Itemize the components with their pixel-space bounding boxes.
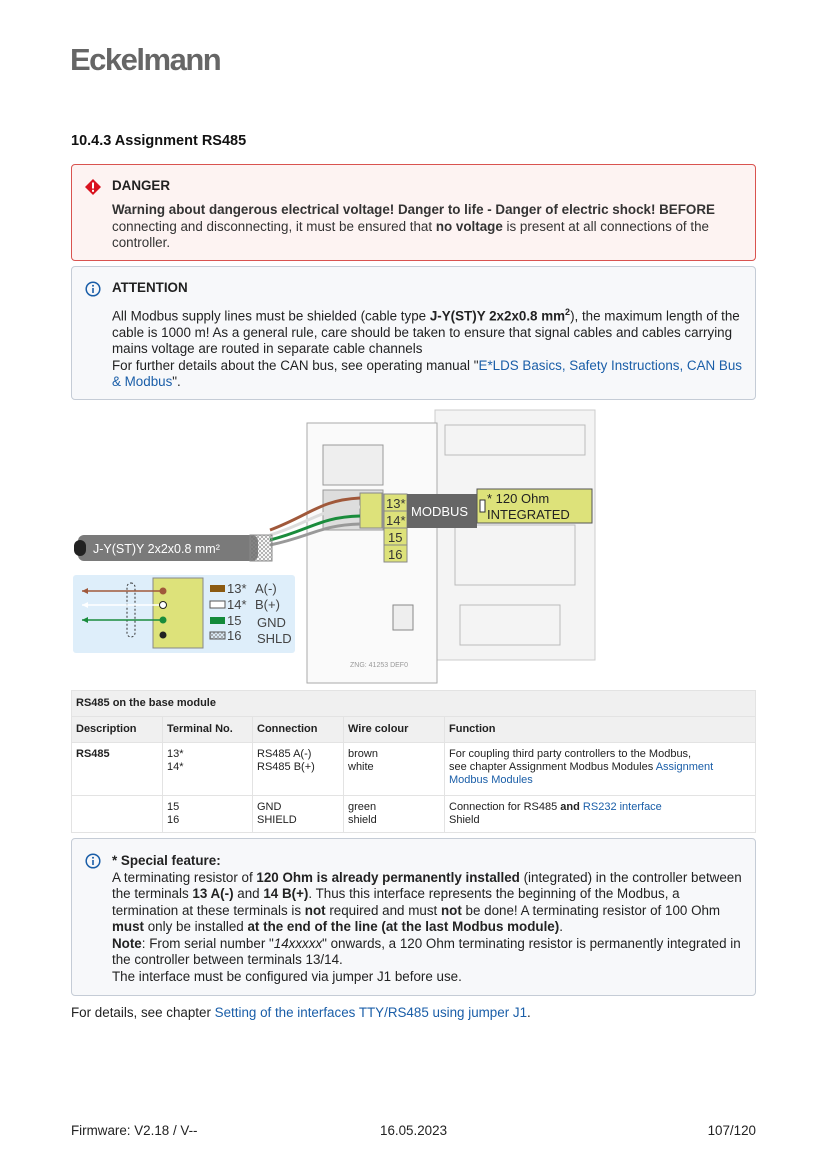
b: not [440, 902, 462, 918]
cable-type: J-Y(ST)Y 2x2x0.8 mm [429, 308, 566, 324]
attention-text2: ), the maximum length of the cable is 1000 m! As a general rule, care should be taken to ensure that signal cables and cables carrying mains voltage are routed in separate cable channels [112, 308, 740, 357]
warning-diamond-icon [85, 179, 101, 195]
cell: 16 [167, 814, 180, 826]
footer-date: 16.05.2023 [380, 1123, 448, 1138]
section-heading: 10.4.3 Assignment RS485 [71, 133, 247, 149]
modbus-label: MODBUS [411, 504, 469, 519]
cell: RS485 B(+) [257, 761, 315, 773]
cell: SHIELD [257, 814, 297, 826]
cell-bold: and [560, 801, 580, 813]
legend-signal: GND [257, 615, 286, 630]
t: . Thus this interface represents the beginning of the Modbus, a termination at these terminals is [112, 886, 680, 918]
t: . [559, 919, 563, 934]
table-row [72, 796, 756, 833]
danger-notice [71, 164, 756, 261]
rs485-wiring-figure [70, 405, 610, 690]
table-row [72, 743, 756, 796]
assignment-modbus-link[interactable]: Assignment Modbus Modules [449, 761, 714, 786]
attention-text4: ". [172, 374, 181, 390]
t: and [233, 886, 264, 901]
t: : From serial number " [141, 935, 274, 951]
cell: 13* [167, 748, 184, 760]
cell: white [348, 761, 374, 773]
danger-bold2: no voltage [435, 218, 503, 234]
danger-text: connecting and disconnecting, it must be ensured that [112, 218, 436, 234]
t: " onwards, a 120 Ohm terminating resistor is permanently integrated in the controller between terminals 13/14. [112, 935, 741, 967]
rs485-table [71, 690, 756, 833]
integrated-label: INTEGRATED [487, 507, 570, 522]
t: required and must [325, 902, 441, 918]
legend-num: 14* [227, 597, 247, 612]
col-header: Description [72, 717, 163, 743]
eckelmann-logo: Eckelmann [70, 42, 221, 77]
attention-title: ATTENTION [112, 280, 188, 295]
legend-num: 13* [227, 581, 247, 596]
legend-signal: A(-) [255, 581, 277, 596]
jumper-j1-link[interactable]: Setting of the interfaces TTY/RS485 using jumper J1 [214, 1005, 528, 1020]
b: must [112, 919, 144, 934]
info-icon [85, 853, 101, 869]
legend-signal: SHLD [257, 631, 292, 646]
note-label: Note [112, 935, 142, 951]
drawing-number: ZNG: 41253 DEF0 [350, 662, 408, 669]
cell: RS485 A(-) [257, 748, 312, 760]
cell: see chapter Assignment Modbus Modules [449, 761, 656, 773]
t: only be installed [144, 919, 248, 934]
superscript: 2 [565, 307, 571, 317]
cell: shield [348, 814, 377, 826]
terminal-14: 14* [386, 513, 406, 528]
terminal-13: 13* [386, 496, 406, 511]
legend-num: 15 [227, 613, 242, 628]
legend-signal: B(+) [255, 597, 280, 612]
serial-number: 14xxxxx [273, 935, 323, 951]
resistor-icon [480, 500, 485, 512]
cell: brown [348, 748, 378, 760]
attention-text3: For further details about the CAN bus, see operating manual " [112, 357, 479, 373]
t: be done! A terminating resistor of 100 Ohm [461, 902, 721, 918]
table-caption: RS485 on the base module [72, 691, 756, 717]
info-icon [85, 281, 101, 297]
col-header: Wire colour [344, 717, 445, 743]
danger-text2: is present at all connections of the controller. [112, 218, 709, 250]
cell: For coupling third party controllers to the Modbus, [449, 748, 692, 760]
footer-firmware: Firmware: V2.18 / V-- [71, 1123, 198, 1138]
cell: 15 [167, 801, 180, 813]
special-feature-notice [71, 838, 756, 996]
footer-page: 107/120 [707, 1123, 756, 1138]
t: A terminating resistor of [112, 869, 257, 885]
terminal-16: 16 [388, 547, 403, 562]
ohm-label: * 120 Ohm [487, 491, 550, 506]
cell: green [348, 801, 377, 813]
controller-drawing [307, 410, 595, 683]
t: For details, see chapter [71, 1005, 215, 1020]
b: 14 B(+) [263, 886, 309, 901]
t: . [527, 1005, 531, 1020]
legend-num: 16 [227, 628, 242, 643]
terminal-15: 15 [388, 530, 403, 545]
manual-link[interactable]: E*LDS Basics, Safety Instructions, CAN Bus & Modbus [112, 357, 742, 390]
cell: Shield [449, 814, 480, 826]
danger-bold: Warning about dangerous electrical voltage! Danger to life - Danger of electric shock! BEFORE [112, 202, 715, 217]
attention-notice [71, 266, 756, 400]
col-header: Function [445, 717, 756, 743]
cell-desc: RS485 [76, 748, 110, 760]
cell: 14* [167, 761, 184, 773]
b: 120 Ohm is already permanently installed [256, 869, 520, 885]
col-header: Terminal No. [163, 717, 253, 743]
details-paragraph [71, 1005, 531, 1020]
cable-label: J-Y(ST)Y 2x2x0.8 mm² [93, 542, 220, 556]
t: (integrated) in the controller between the terminals [112, 869, 742, 901]
cell: GND [257, 801, 282, 813]
b: 13 A(-) [192, 886, 234, 901]
special-title: * Special feature: [112, 853, 221, 868]
col-header: Connection [253, 717, 344, 743]
rs232-link[interactable]: RS232 interface [582, 801, 662, 813]
attention-text: All Modbus supply lines must be shielded (cable type [112, 308, 430, 324]
b: not [304, 902, 326, 918]
pinout-legend [73, 575, 295, 653]
b: at the end of the line (at the last Modbus module) [247, 919, 560, 934]
danger-title: DANGER [112, 178, 171, 193]
cell: Connection for RS485 [449, 801, 561, 813]
t: The interface must be configured via jumper J1 before use. [112, 968, 462, 984]
